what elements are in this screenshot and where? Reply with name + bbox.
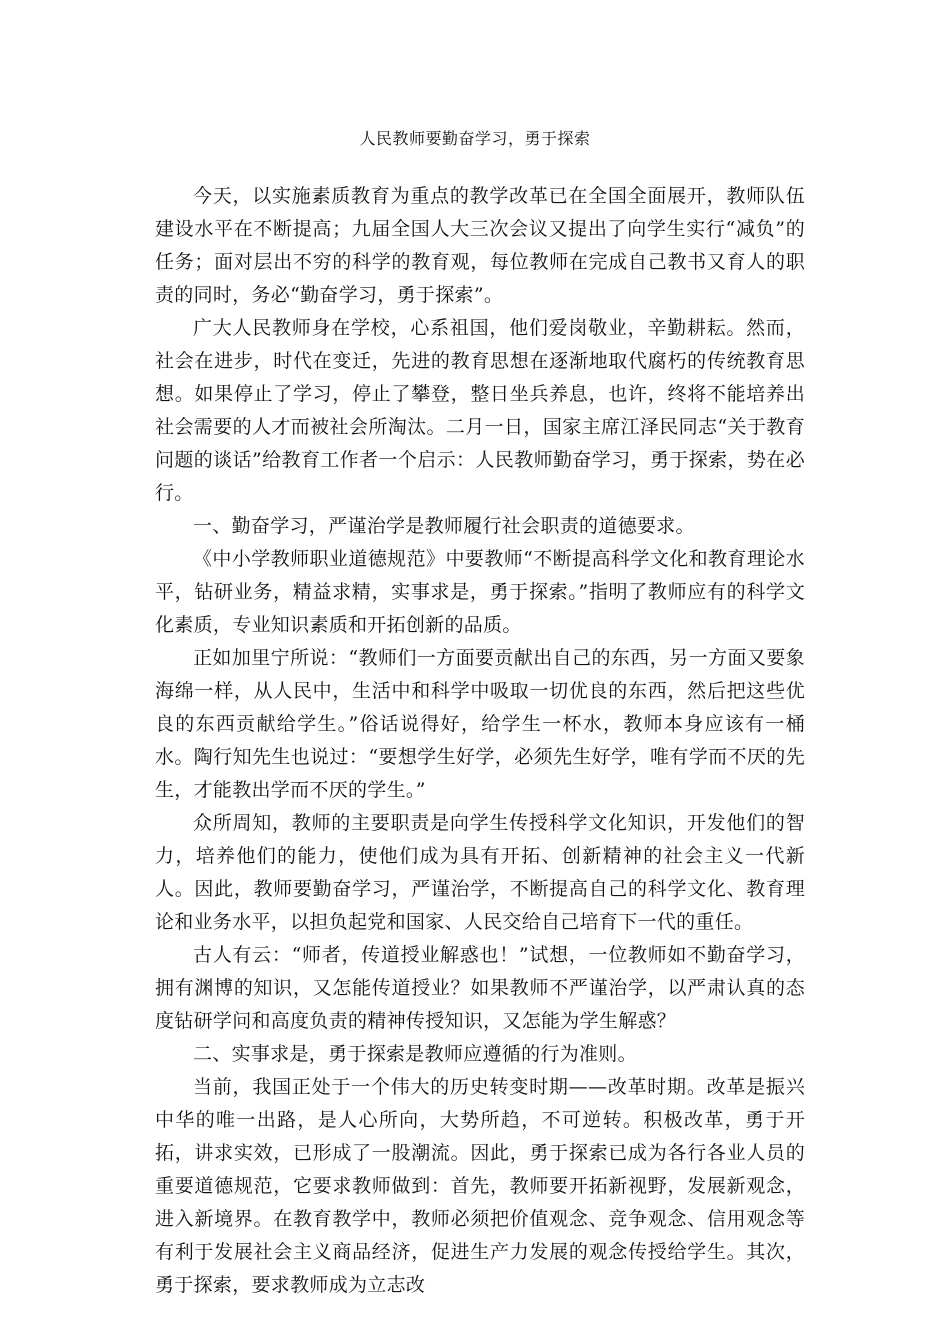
paragraph: 今天，以实施素质教育为重点的教学改革已在全国全面展开，教师队伍建设水平在不断提高；九届全国人大三次会议又提出了向学生实行“减负”的任务；面对层出不穷的科学的教育观，每位教师在完成自己教书又育人的职责的同时，务必“勤奋学习，勇于探索”。 <box>155 185 805 306</box>
document-body <box>155 180 805 1302</box>
paragraph: 众所周知，教师的主要职责是向学生传授科学文化知识，开发他们的智力，培养他们的能力，使他们成为具有开拓、创新精神的社会主义一代新人。因此，教师要勤奋学习，严谨治学，不断提高自己的科学文化、教育理论和业务水平，以担负起党和国家、人民交给自己培育下一代的重任。 <box>155 812 805 933</box>
paragraph: 当前，我国正处于一个伟大的历史转变时期——改革时期。改革是振兴中华的唯一出路，是人心所向，大势所趋，不可逆转。积极改革，勇于开拓，讲求实效，已形成了一股潮流。因此，勇于探索已成为各行各业人员的重要道德规范，它要求教师做到：首先，教师要开拓新视野，发展新观念，进入新境界。在教育教学中，教师必须把价值观念、竞争观念、信用观念等有利于发展社会主义商品经济，促进生产力发展的观念传授给学生。其次，勇于探索，要求教师成为立志改 <box>155 1076 805 1296</box>
paragraph: 《中小学教师职业道德规范》中要教师“不断提高科学文化和教育理论水平，钻研业务，精益求精，实事求是，勇于探索。”指明了教师应有的科学文化素质，专业知识素质和开拓创新的品质。 <box>155 548 805 636</box>
section-heading: 一、勤奋学习，严谨治学是教师履行社会职责的道德要求。 <box>193 515 695 537</box>
document-title: 人民教师要勤奋学习，勇于探索 <box>359 129 591 148</box>
section-heading: 二、实事求是，勇于探索是教师应遵循的行为准则。 <box>193 1043 637 1065</box>
paragraph: 古人有云：“师者，传道授业解惑也！”试想，一位教师如不勤奋学习，拥有渊博的知识，又怎能传道授业？如果教师不严谨治学，以严肃认真的态度钻研学问和高度负责的精神传授知识，又怎能为学生解惑？ <box>155 944 805 1032</box>
paragraph: 广大人民教师身在学校，心系祖国，他们爱岗敬业，辛勤耕耘。然而，社会在进步，时代在变迁，先进的教育思想在逐渐地取代腐朽的传统教育思想。如果停止了学习，停止了攀登，整日坐兵养息，也许，终将不能培养出社会需要的人才而被社会所淘汰。二月一日，国家主席江泽民同志“关于教育问题的谈话”给教育工作者一个启示：人民教师勤奋学习，勇于探索，势在必行。 <box>155 317 805 504</box>
paragraph: 正如加里宁所说：“教师们一方面要贡献出自己的东西，另一方面又要象海绵一样，从人民中，生活中和科学中吸取一切优良的东西，然后把这些优良的东西贡献给学生。”俗话说得好，给学生一杯水，教师本身应该有一桶水。陶行知先生也说过：“要想学生好学，必须先生好学，唯有学而不厌的先生，才能教出学而不厌的学生。” <box>155 647 805 801</box>
